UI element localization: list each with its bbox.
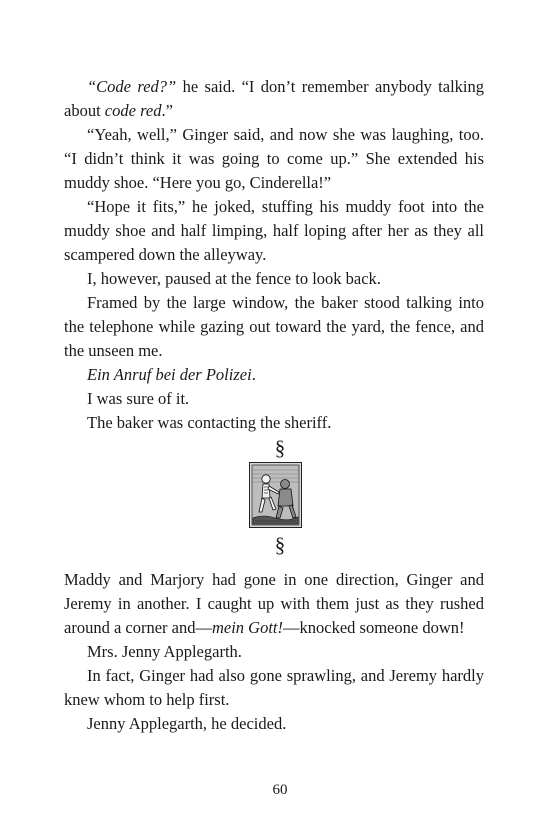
paragraph xyxy=(64,712,484,736)
text-run: “Hope it fits,” he joked, stuffing his muddy foot into the muddy shoe and half limping, half loping after her as they all scampered down the alleyway. xyxy=(64,197,484,264)
paragraph xyxy=(64,640,484,664)
paragraph xyxy=(64,291,484,363)
text-run: .” xyxy=(161,101,173,120)
paragraph xyxy=(64,123,484,195)
text-run: Jenny Applegarth, he decided. xyxy=(87,714,287,733)
text-run: he said. “I don’t remember anybody talking about xyxy=(64,77,484,120)
paragraph xyxy=(64,387,484,411)
paragraph xyxy=(64,411,484,435)
paragraph xyxy=(64,267,484,291)
italic-text: “Code red?” xyxy=(87,77,177,96)
woodcut-skeleton-icon xyxy=(249,462,302,528)
paragraph xyxy=(64,568,484,640)
text-run: Maddy and Marjory had gone in one direction, Ginger and Jeremy in another. I caught up with them just as they rushed around a corner and— xyxy=(64,570,484,637)
italic-text: Ein Anruf bei der Polizei xyxy=(87,365,252,384)
text-run: “Yeah, well,” Ginger said, and now she was laughing, too. “I didn’t think it was going to come up.” She extended his muddy shoe. “Here you go, Cinderella!” xyxy=(64,125,484,192)
text-block-top xyxy=(64,75,484,435)
paragraph xyxy=(64,664,484,712)
text-block-bottom xyxy=(64,568,484,736)
text-run: In fact, Ginger had also gone sprawling, and Jeremy hardly knew whom to help first. xyxy=(64,666,484,709)
text-run: The baker was contacting the sheriff. xyxy=(87,413,332,432)
text-run: . xyxy=(251,365,256,384)
paragraph xyxy=(64,75,484,123)
italic-text: code red xyxy=(104,101,162,120)
section-mark-bottom: § xyxy=(274,533,286,557)
text-run: Framed by the large window, the baker stood talking into the telephone while gazing out toward the yard, the fence, and the unseen me. xyxy=(64,293,484,360)
text-run: Mrs. Jenny Applegarth. xyxy=(87,642,242,661)
page-number: 60 xyxy=(272,782,288,798)
section-mark-top: § xyxy=(274,436,286,460)
paragraph xyxy=(64,195,484,267)
text-run: I was sure of it. xyxy=(87,389,190,408)
text-run: —knocked someone down! xyxy=(283,618,465,637)
paragraph xyxy=(64,363,484,387)
italic-text: mein Gott! xyxy=(211,618,284,637)
text-run: I, however, paused at the fence to look back. xyxy=(87,269,381,288)
